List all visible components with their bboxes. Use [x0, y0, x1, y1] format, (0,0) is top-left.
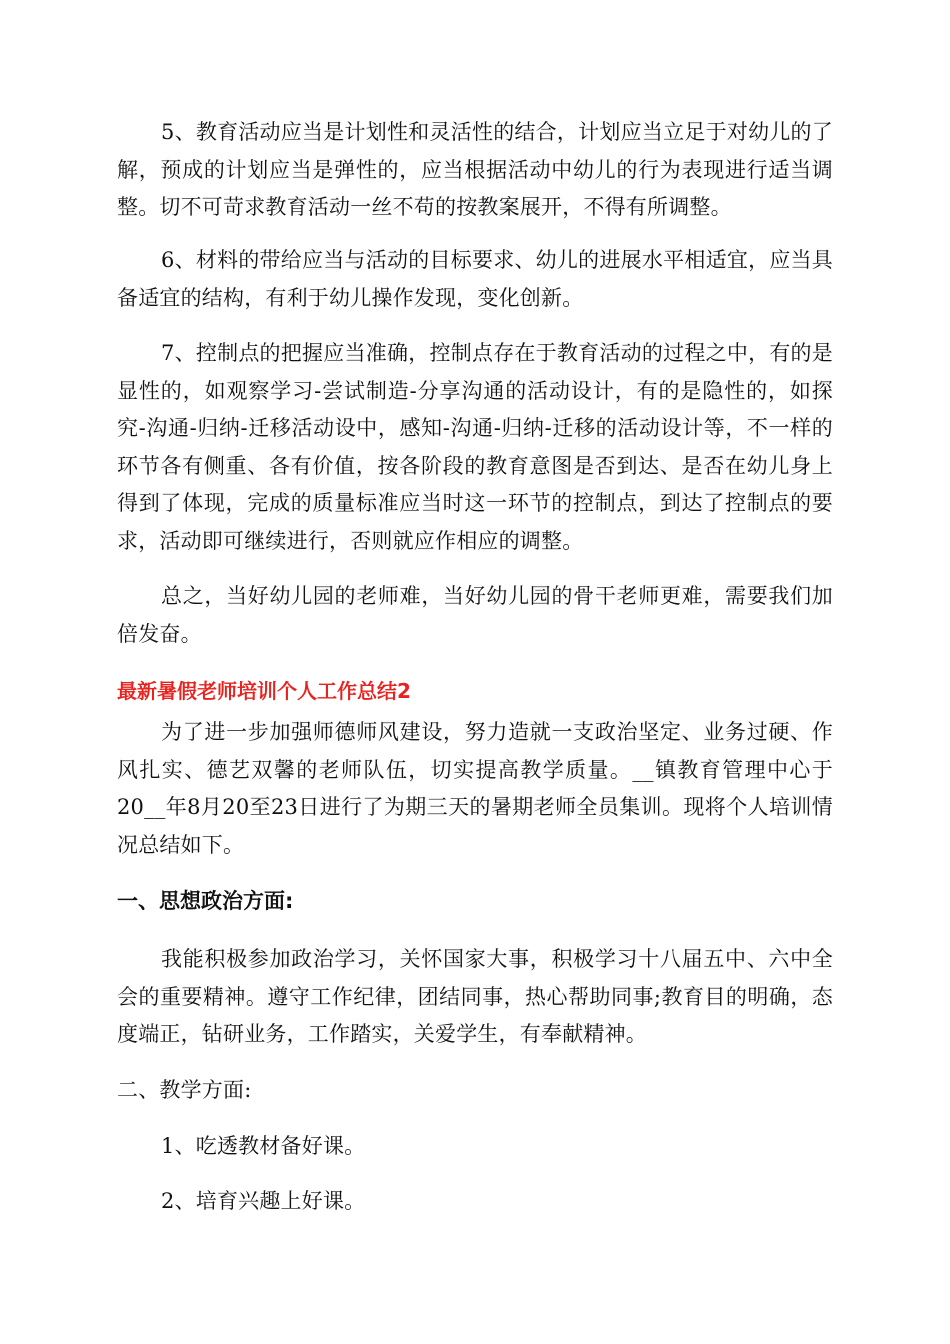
section-heading-red: 最新暑假老师培训个人工作总结2 [117, 679, 411, 703]
paragraph-item-7: 7、控制点的把握应当准确，控制点存在于教育活动的过程之中，有的是显性的，如观察学习-尝试制造-分享沟通的活动设计，有的是隐性的，如探究-沟通-归纳-迁移活动设中，感知-沟通-归纳-迁移的活动设计等，不一样的环节各有侧重、各有价值，按各阶段的教育意图是否到达、是否在幼儿身上得到了体现，完成的质量标准应当时这一环节的控制点，到达了控制点的要求，活动即可继续进行，否则就应作相应的调整。 [117, 341, 833, 553]
paragraph-summary: 总之，当好幼儿园的老师难，当好幼儿园的骨干老师更难，需要我们加倍发奋。 [117, 584, 833, 646]
paragraph-intro: 为了进一步加强师德师风建设，努力造就一支政治坚定、业务过硬、作风扎实、德艺双馨的老师队伍，切实提高教学质量。__镇教育管理中心于20__年8月20至23日进行了为期三天的暑期老师全员集训。现将个人培训情况总结如下。 [117, 720, 833, 857]
section-title-politics: 一、思想政治方面: [117, 889, 294, 913]
paragraph-item-6: 6、材料的带给应当与活动的目标要求、幼儿的进展水平相适宜，应当具备适宜的结构，有利于幼儿操作发现，变化创新。 [117, 248, 833, 310]
section-title-teaching: 二、教学方面: [117, 1078, 252, 1102]
list-item-2: 2、培育兴趣上好课。 [161, 1189, 366, 1213]
paragraph-politics: 我能积极参加政治学习，关怀国家大事，积极学习十八届五中、六中全会的重要精神。遵守工作纪律，团结同事，热心帮助同事;教育目的明确，态度端正，钻研业务，工作踏实，关爱学生，有奉献精神。 [117, 947, 833, 1046]
paragraph-item-5: 5、教育活动应当是计划性和灵活性的结合，计划应当立足于对幼儿的了解，预成的计划应当是弹性的，应当根据活动中幼儿的行为表现进行适当调整。切不可苛求教育活动一丝不苟的按教案展开，不得有所调整。 [117, 120, 833, 219]
list-item-1: 1、吃透教材备好课。 [161, 1134, 366, 1158]
